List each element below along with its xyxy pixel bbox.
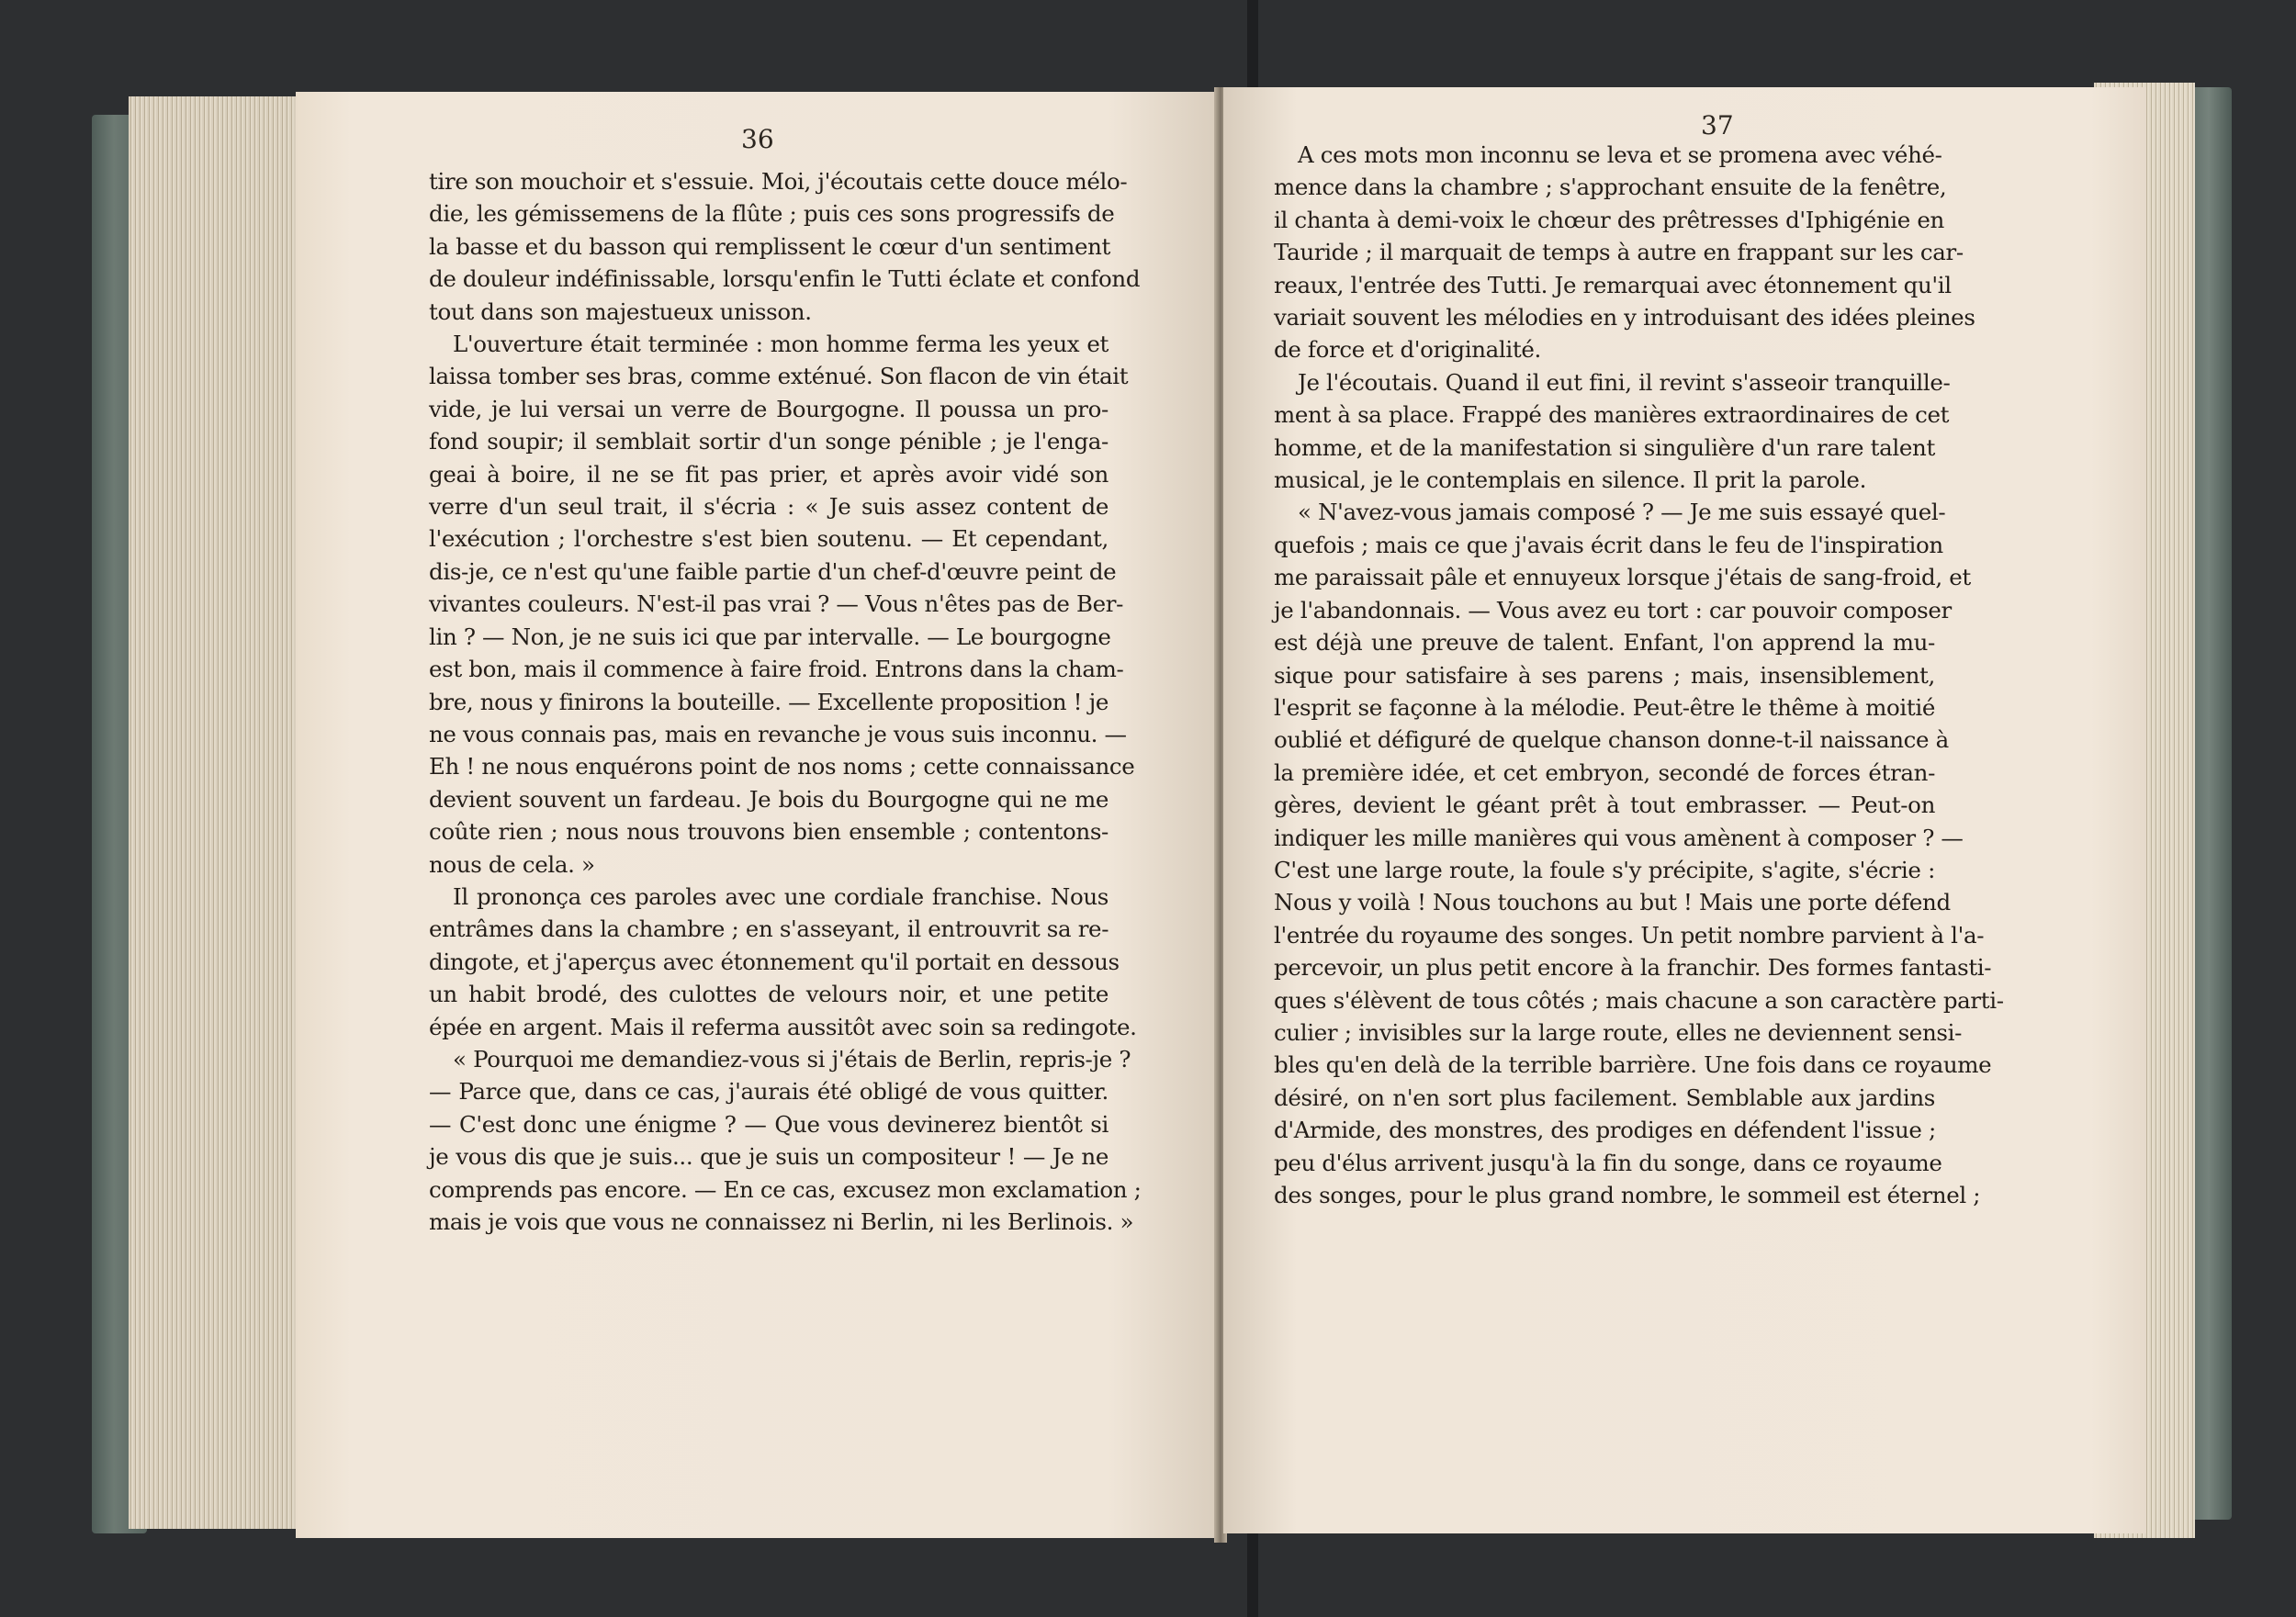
text-line: me paraissait pâle et ennuyeux lorsque j'étais de sang-froid, et <box>1274 564 1971 591</box>
text-line: dingote, et j'aperçus avec étonnement qu'il portait en dessous <box>429 948 1120 975</box>
text-line: je l'abandonnais. — Vous avez eu tort : car pouvoir composer <box>1274 596 1952 623</box>
text-line: A ces mots mon inconnu se leva et se promena avec véhé- <box>1298 141 1942 168</box>
text-line: des songes, pour le plus grand nombre, le sommeil est éternel ; <box>1274 1182 1981 1208</box>
text-line: mence dans la chambre ; s'approchant ensuite de la fenêtre, <box>1274 174 1947 201</box>
text-line: de force et d'originalité. <box>1274 336 1541 364</box>
text-line: verre d'un seul trait, il s'écria : « Je suis assez content de <box>429 493 1109 521</box>
text-line: Il prononça ces paroles avec une cordiale franchise. Nous <box>453 882 1109 910</box>
text-line: coûte rien ; nous nous trouvons bien ensemble ; contentons- <box>429 818 1109 846</box>
text-line: bre, nous y finirons la bouteille. — Excellente proposition ! je <box>429 688 1109 715</box>
text-line: ne vous connais pas, mais en revanche je vous suis inconnu. — <box>429 720 1127 747</box>
text-line: percevoir, un plus petit encore à la franchir. Des formes fantasti- <box>1274 954 1992 982</box>
text-line: « N'avez-vous jamais composé ? — Je me suis essayé quel- <box>1298 499 1946 526</box>
text-line: Nous y voilà ! Nous touchons au but ! Mais une porte défend <box>1274 889 1951 916</box>
text-line: — C'est donc une énigme ? — Que vous devinerez bientôt si <box>429 1110 1109 1138</box>
text-line: fond soupir; il semblait sortir d'un songe pénible ; je l'enga- <box>429 428 1109 455</box>
text-line: laissa tomber ses bras, comme exténué. Son flacon de vin était <box>429 363 1129 390</box>
text-line: — Parce que, dans ce cas, j'aurais été obligé de vous quitter. <box>429 1078 1109 1106</box>
text-line: de douleur indéfinissable, lorsqu'enfin le Tutti éclate et confond <box>429 265 1141 293</box>
text-line: comprends pas encore. — En ce cas, excusez mon exclamation ; <box>429 1175 1142 1203</box>
text-line: musical, je le contemplais en silence. Il prit la parole. <box>1274 466 1867 494</box>
text-line: je vous dis que je suis... que je suis un compositeur ! — Je ne <box>429 1143 1109 1171</box>
text-line: épée en argent. Mais il referma aussitôt avec soin sa redingote. <box>429 1013 1137 1040</box>
page-number-left: 36 <box>741 124 774 154</box>
text-line: culier ; invisibles sur la large route, elles ne deviennent sensi- <box>1274 1018 1963 1046</box>
text-line: quefois ; mais ce que j'avais écrit dans le feu de l'inspiration <box>1274 531 1943 558</box>
text-line: bles qu'en delà de la terrible barrière. Une fois dans ce royaume <box>1274 1051 1992 1079</box>
text-line: geai à boire, il ne se fit pas prier, et après avoir vidé son <box>429 460 1109 488</box>
text-line: est déjà une preuve de talent. Enfant, l'on apprend la mu- <box>1274 629 1935 657</box>
text-line: l'esprit se façonne à la mélodie. Peut-être le thême à moitié <box>1274 693 1935 721</box>
text-line: nous de cela. » <box>429 850 595 878</box>
text-line: il chanta à demi-voix le chœur des prêtresses d'Iphigénie en <box>1274 206 1944 233</box>
text-line: l'entrée du royaume des songes. Un petit nombre parvient à l'a- <box>1274 921 1985 949</box>
right-page-text <box>1274 139 2004 1211</box>
text-line: Eh ! ne nous enquérons point de nos noms ; cette connaissance <box>429 753 1135 780</box>
left-page-text <box>429 165 1142 1238</box>
text-line: désiré, on n'en sort plus facilement. Semblable aux jardins <box>1274 1084 1935 1111</box>
text-line: Tauride ; il marquait de temps à autre en frappant sur les car- <box>1274 239 1964 266</box>
text-line: devient souvent un fardeau. Je bois du Bourgogne qui ne me <box>429 785 1109 813</box>
text-line: ment à sa place. Frappé des manières extraordinaires de cet <box>1274 401 1950 429</box>
right-page <box>1223 87 2146 1533</box>
text-line: variait souvent les mélodies en y introduisant des idées pleines <box>1274 304 1975 331</box>
text-line: die, les gémissemens de la flûte ; puis ces sons progressifs de <box>429 200 1115 228</box>
text-line: est bon, mais il commence à faire froid. Entrons dans la cham- <box>429 656 1124 683</box>
text-line: L'ouverture était terminée : mon homme ferma les yeux et <box>453 331 1109 358</box>
left-page <box>296 92 1219 1538</box>
text-line: gères, devient le géant prêt à tout embrasser. — Peut-on <box>1274 792 1935 819</box>
text-line: un habit brodé, des culottes de velours noir, et une petite <box>429 981 1109 1008</box>
text-line: tout dans son majestueux unisson. <box>429 298 812 325</box>
text-line: reaux, l'entrée des Tutti. Je remarquai avec étonnement qu'il <box>1274 271 1952 298</box>
text-line: tire son mouchoir et s'essuie. Moi, j'écoutais cette douce mélo- <box>429 168 1128 195</box>
text-line: homme, et de la manifestation si singulière d'un rare talent <box>1274 433 1935 461</box>
text-line: lin ? — Non, je ne suis ici que par intervalle. — Le bourgogne <box>429 623 1111 650</box>
text-line: Je l'écoutais. Quand il eut fini, il revint s'asseoir tranquille- <box>1298 368 1951 396</box>
text-line: dis-je, ce n'est qu'une faible partie d'un chef-d'œuvre peint de <box>429 557 1117 585</box>
text-line: « Pourquoi me demandiez-vous si j'étais de Berlin, repris-je ? <box>453 1045 1131 1072</box>
left-page-edges <box>129 96 303 1529</box>
text-line: l'exécution ; l'orchestre s'est bien soutenu. — Et cependant, <box>429 525 1109 553</box>
text-line: vide, je lui versai un verre de Bourgogne. Il poussa un pro- <box>429 395 1109 422</box>
text-line: peu d'élus arrivent jusqu'à la fin du songe, dans ce royaume <box>1274 1149 1942 1176</box>
text-line: d'Armide, des monstres, des prodiges en défendent l'issue ; <box>1274 1117 1936 1144</box>
text-line: oublié et défiguré de quelque chanson donne-t-il naissance à <box>1274 726 1949 754</box>
text-line: vivantes couleurs. N'est-il pas vrai ? — Vous n'êtes pas de Ber- <box>429 590 1124 618</box>
text-line: la basse et du basson qui remplissent le cœur d'un sentiment <box>429 232 1111 260</box>
text-line: sique pour satisfaire à ses parens ; mais, insensiblement, <box>1274 661 1935 689</box>
text-line: entrâmes dans la chambre ; en s'asseyant, il entrouvrit sa re- <box>429 915 1109 943</box>
text-line: mais je vois que vous ne connaissez ni Berlin, ni les Berlinois. » <box>429 1208 1134 1235</box>
text-line: indiquer les mille manières qui vous amènent à composer ? — <box>1274 824 1964 851</box>
text-line: ques s'élèvent de tous côtés ; mais chacune a son caractère parti- <box>1274 986 2004 1014</box>
page-number-right: 37 <box>1701 110 1734 140</box>
text-line: la première idée, et cet embryon, secondé de forces étran- <box>1274 758 1935 786</box>
text-line: C'est une large route, la foule s'y précipite, s'agite, s'écrie : <box>1274 856 1935 883</box>
open-book <box>92 78 2232 1547</box>
